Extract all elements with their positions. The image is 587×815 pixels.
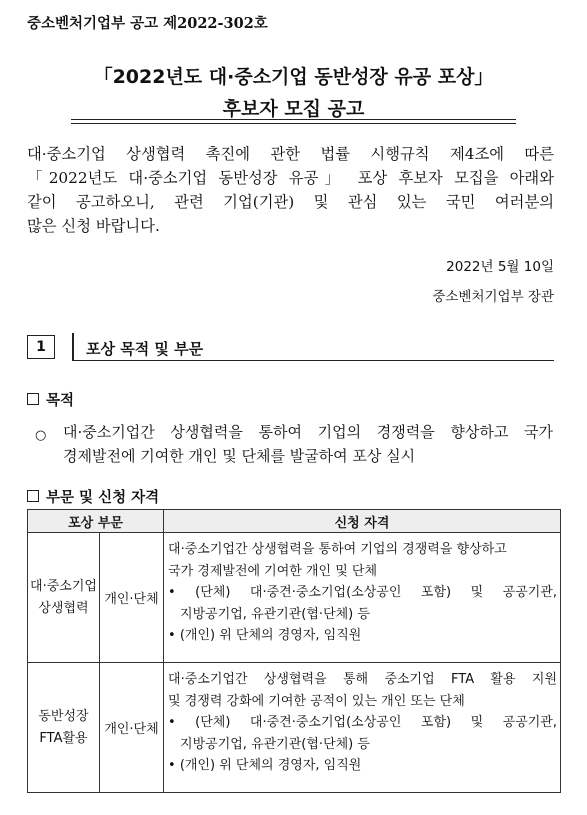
document-title: 「2022년도 대·중소기업 동반성장 유공 포상」	[93, 66, 494, 88]
section-title-rule	[72, 360, 554, 361]
announcement-date: 2022년 5월 10일	[446, 259, 554, 275]
table-row	[28, 663, 561, 793]
eligibility-bullet-line: • (단체) 대·중견·중소기업(소상공인 포함) 및 공공기관,	[168, 585, 558, 600]
circle-bullet-icon: ○	[35, 428, 47, 443]
eligibility-bullet-line: • (단체) 대·중견·중소기업(소상공인 포함) 및 공공기관,	[168, 715, 558, 730]
table-header-eligibility: 신청 자격	[164, 510, 561, 533]
eligibility-table	[27, 509, 561, 793]
eligibility-bullet-line: • (개인) 위 단체의 경영자, 임직원	[168, 758, 362, 773]
award-category-cell	[28, 663, 100, 793]
eligibility-heading-label: 부문 및 신청 자격	[46, 490, 160, 506]
purpose-text-line: 경제발전에 기여한 개인 및 단체를 발굴하여 포상 실시	[63, 447, 416, 465]
eligibility-indent-line: 지방공기업, 유관기관(협·단체) 등	[180, 736, 370, 752]
checkbox-square-icon	[27, 393, 39, 405]
purpose-heading-label: 목적	[46, 393, 75, 409]
eligibility-line: 대·중소기업간 상생협력을 통하여 기업의 경쟁력을 향상하고	[168, 542, 507, 557]
award-category-line: FTA활용	[39, 730, 88, 746]
award-category-line: 동반성장	[38, 708, 89, 724]
award-category-cell	[28, 533, 100, 663]
section-number-box: 1	[27, 335, 55, 359]
intro-paragraph-line: 「2022년도 대·중소기업 동반성장 유공」 포상 후보자 모집을 아래와	[27, 169, 554, 187]
eligibility-line: 및 경쟁력 강화에 기여한 공적이 있는 개인 또는 단체	[168, 693, 465, 709]
table-header-row	[28, 510, 561, 533]
eligibility-line: 대·중소기업간 상생협력을 통해 중소기업 FTA 활용 지원	[168, 672, 558, 687]
notice-number: 중소벤처기업부 공고 제2022-302호	[27, 15, 268, 32]
intro-paragraph-line: 많은 신청 바랍니다.	[27, 217, 160, 235]
table-header-category: 포상 부문	[28, 510, 164, 533]
section-title: 포상 목적 및 부문	[86, 340, 204, 358]
purpose-text-line: 대·중소기업간 상생협력을 통하여 기업의 경쟁력을 향상하고 국가	[63, 423, 553, 441]
title-double-underline	[71, 119, 516, 124]
eligibility-heading	[27, 486, 159, 507]
applicant-type-cell: 개인·단체	[100, 533, 164, 663]
eligibility-description-cell	[164, 533, 561, 663]
eligibility-line: 국가 경제발전에 기여한 개인 및 단체	[168, 563, 378, 579]
eligibility-description-cell	[164, 663, 561, 793]
award-category-line: 대·중소기업	[30, 578, 97, 594]
eligibility-bullet-line: • (개인) 위 단체의 경영자, 임직원	[168, 628, 362, 643]
eligibility-indent-line: 지방공기업, 유관기관(협·단체) 등	[180, 606, 370, 622]
announcement-issuer: 중소벤처기업부 장관	[432, 289, 554, 305]
intro-paragraph-line: 대·중소기업 상생협력 촉진에 관한 법률 시행규칙 제4조에 따른	[27, 145, 554, 163]
checkbox-square-icon	[27, 490, 39, 502]
table-row	[28, 533, 561, 663]
applicant-type-cell: 개인·단체	[100, 663, 164, 793]
intro-paragraph-line: 같이 공고하오니, 관련 기업(기관) 및 관심 있는 국민 여러분의	[27, 193, 554, 211]
award-category-line: 상생협력	[38, 600, 89, 616]
document-subtitle: 후보자 모집 공고	[222, 98, 365, 120]
purpose-heading	[27, 389, 74, 410]
section-divider-bar	[72, 333, 74, 361]
